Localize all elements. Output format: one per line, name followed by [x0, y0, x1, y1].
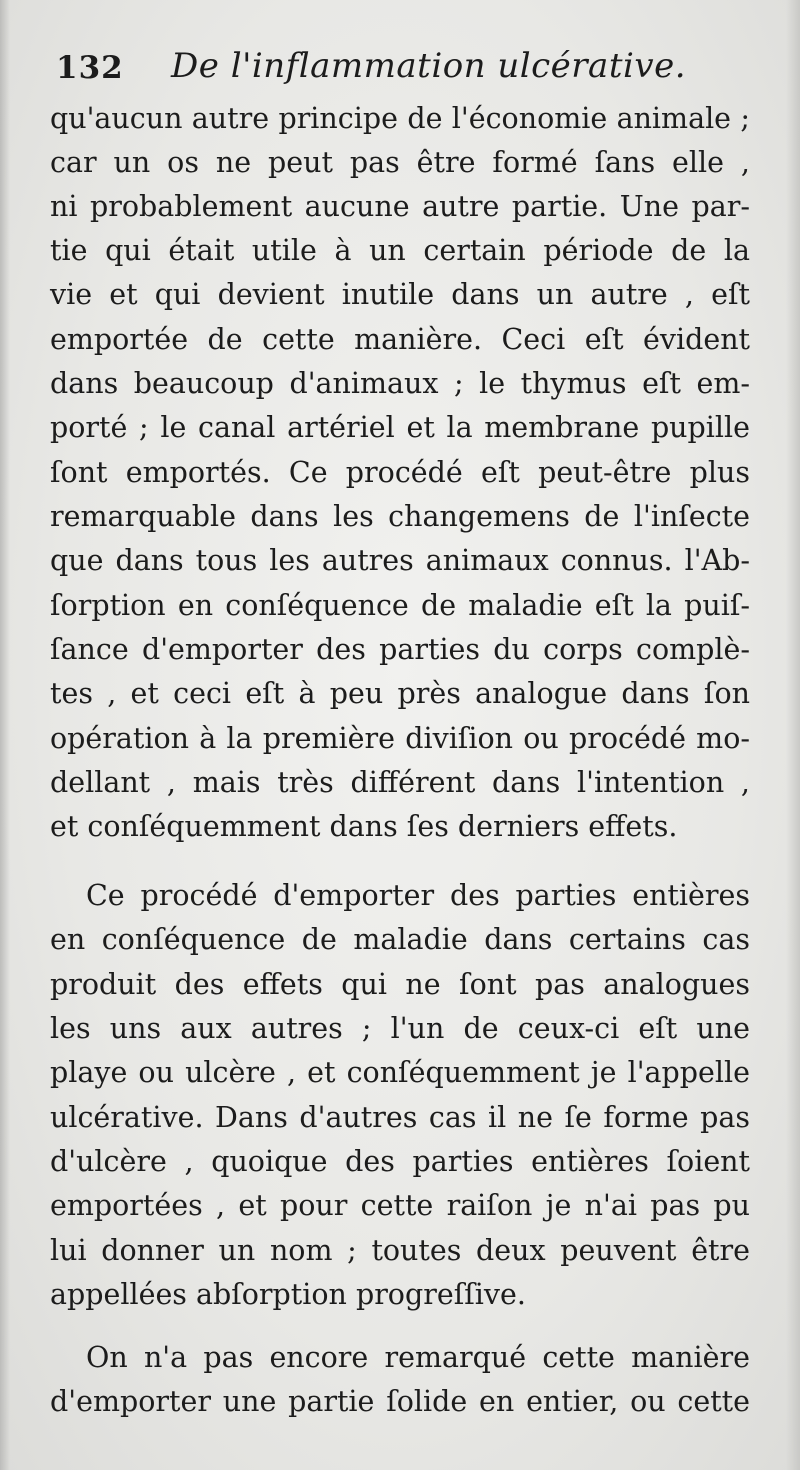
text-line: d'emporter une partie ſolide en entier, ou cette — [50, 1385, 750, 1418]
text-line: qu'aucun autre principe de l'économie animale ; — [50, 102, 750, 135]
page-edge-shadow-right — [786, 0, 800, 1470]
text-line: ſorption en conſéquence de maladie eſt la puiſ- — [50, 589, 750, 622]
text-line: porté ; le canal artériel et la membrane pupille — [50, 411, 750, 444]
text-line: dans beaucoup d'animaux ; le thymus eſt em- — [50, 367, 750, 400]
text-line: et conſéquemment dans ſes derniers effets. — [50, 810, 678, 843]
page-header — [56, 44, 746, 94]
text-line: lui donner un nom ; toutes deux peuvent être — [50, 1234, 750, 1267]
text-line: appellées abſorption progreſſive. — [50, 1278, 526, 1311]
text-line: que dans tous les autres animaux connus. l'Ab- — [50, 544, 750, 577]
text-line: ſance d'emporter des parties du corps complè- — [50, 633, 750, 666]
text-line: vie et qui devient inutile dans un autre , eſt — [50, 278, 750, 311]
text-line: remarquable dans les changemens de l'inſecte — [50, 500, 750, 533]
text-line: car un os ne peut pas être formé ſans elle , — [50, 146, 750, 179]
text-line: ulcérative. Dans d'autres cas il ne ſe forme pas — [50, 1101, 750, 1134]
text-line: emportées , et pour cette raiſon je n'ai pas pu — [50, 1189, 750, 1222]
text-line: ſont emportés. Ce procédé eſt peut-être plus — [50, 456, 750, 489]
page-number: 132 — [56, 50, 124, 86]
text-line: dellant , mais très différent dans l'intention , — [50, 766, 750, 799]
text-line: en conſéquence de maladie dans certains cas — [50, 923, 750, 956]
text-line: produit des effets qui ne ſont pas analogues — [50, 968, 750, 1001]
text-line: ni probablement aucune autre partie. Une par- — [50, 190, 750, 223]
text-line: On n'a pas encore remarqué cette manière — [86, 1341, 750, 1374]
text-line: tie qui était utile à un certain période de la — [50, 234, 750, 267]
text-line: opération à la première diviſion ou procédé mo- — [50, 722, 750, 755]
page-edge-shadow-left — [0, 0, 10, 1470]
text-line: Ce procédé d'emporter des parties entières — [86, 879, 750, 912]
running-title: De l'inflammation ulcérative. — [171, 46, 687, 86]
text-line: les uns aux autres ; l'un de ceux-ci eſt une — [50, 1012, 750, 1045]
text-line: emportée de cette manière. Ceci eſt évident — [50, 323, 750, 356]
text-line: tes , et ceci eſt à peu près analogue dans ſon — [50, 677, 750, 710]
text-line: playe ou ulcère , et conſéquemment je l'appelle — [50, 1056, 750, 1089]
text-line: d'ulcère , quoique des parties entières ſoient — [50, 1145, 750, 1178]
